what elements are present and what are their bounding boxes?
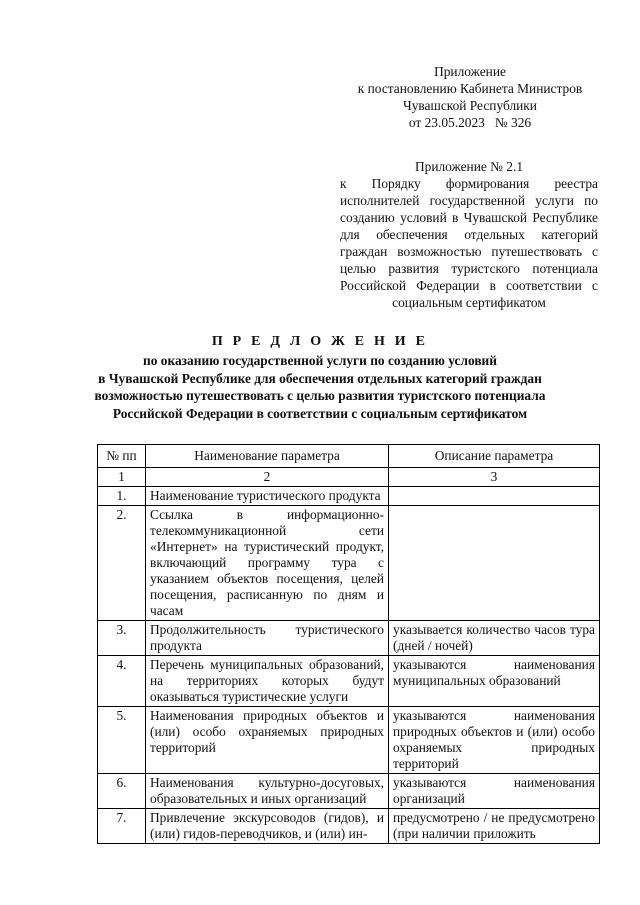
row-desc: указываются наименования муниципальных образований — [389, 656, 600, 707]
appendix-order-title: Приложение № 2.1 — [414, 159, 524, 174]
appendix-order-body: к Порядку формирования реестра исполнителей государственной услуги по созданию условий в Чувашской Республике для обеспечения отдельных категорий граждан возможностью путешествовать с целью развития туристского потенциала Российской Федерации в соответствии с социальным сертификатом — [340, 176, 598, 310]
table-index-row — [98, 468, 600, 487]
row-desc: предусмотрено / не предусмотрено (при наличии приложить — [389, 809, 600, 844]
table-row — [98, 621, 600, 656]
row-number: 3. — [98, 621, 146, 656]
row-number: 2. — [98, 506, 146, 621]
row-param: Наименования природных объектов и (или) особо охраняемых природных территорий — [146, 707, 389, 774]
appendix-republic-line: Чувашской Республики — [403, 98, 537, 113]
proposal-subtitle-line-3: возможностью путешествовать с целью развития туристского потенциала — [94, 388, 546, 403]
appendix-resolution-line: к постановлению Кабинета Министров — [357, 81, 583, 96]
row-desc: указывается количество часов тура (дней / ночей) — [389, 621, 600, 656]
row-number: 7. — [98, 809, 146, 844]
table-row — [98, 487, 600, 506]
row-param: Ссылка в информационно-телекоммуникационной сети «Интернет» на туристический продукт, включающий программу тура с указанием объектов посещения, целей посещения, расписанную по дням и часам — [146, 506, 389, 621]
row-desc: указываются наименования организаций — [389, 774, 600, 809]
proposal-subtitle-line-4: Российской Федерации в соответствии с социальным сертификатом — [112, 405, 528, 421]
row-desc — [389, 487, 600, 506]
row-param: Продолжительность туристического продукта — [146, 621, 389, 656]
appendix-date-number: от 23.05.2023 № 326 — [408, 115, 532, 130]
index-cell: 2 — [146, 468, 389, 487]
row-param: Перечень муниципальных образований, на территориях которых будут оказываться туристические услуги — [146, 656, 389, 707]
appendix-label: Приложение — [434, 64, 506, 79]
appendix-cabinet-header — [330, 63, 610, 131]
row-param: Наименование туристического продукта — [146, 487, 389, 506]
index-cell: 3 — [389, 468, 600, 487]
proposal-subtitle-line-1: по оказанию государственной услуги по созданию условий — [143, 353, 497, 368]
appendix-order-header — [340, 158, 598, 311]
row-number: 1. — [98, 487, 146, 506]
proposal-heading — [60, 332, 580, 422]
header-param: Наименование параметра — [146, 445, 389, 468]
header-desc: Описание параметра — [389, 445, 600, 468]
table-row — [98, 506, 600, 621]
proposal-subtitle-line-2: в Чувашской Республике для обеспечения отдельных категорий граждан — [98, 370, 542, 386]
table-row — [98, 809, 600, 844]
parameters-table — [97, 444, 600, 844]
table-header-row — [98, 445, 600, 468]
row-param: Привлечение экскурсоводов (гидов), и (или) гидов-переводчиков, и (или) ин- — [146, 809, 389, 844]
row-desc: указываются наименования природных объектов и (или) особо охраняемых природных территорий — [389, 707, 600, 774]
proposal-title: П Р Е Д Л О Ж Е Н И Е — [211, 334, 429, 349]
row-number: 6. — [98, 774, 146, 809]
row-desc — [389, 506, 600, 621]
table-row — [98, 774, 600, 809]
table-row — [98, 656, 600, 707]
row-param: Наименования культурно-досуговых, образовательных и иных организаций — [146, 774, 389, 809]
header-num: № пп — [98, 445, 146, 468]
index-cell: 1 — [98, 468, 146, 487]
row-number: 4. — [98, 656, 146, 707]
row-number: 5. — [98, 707, 146, 774]
table-row — [98, 707, 600, 774]
